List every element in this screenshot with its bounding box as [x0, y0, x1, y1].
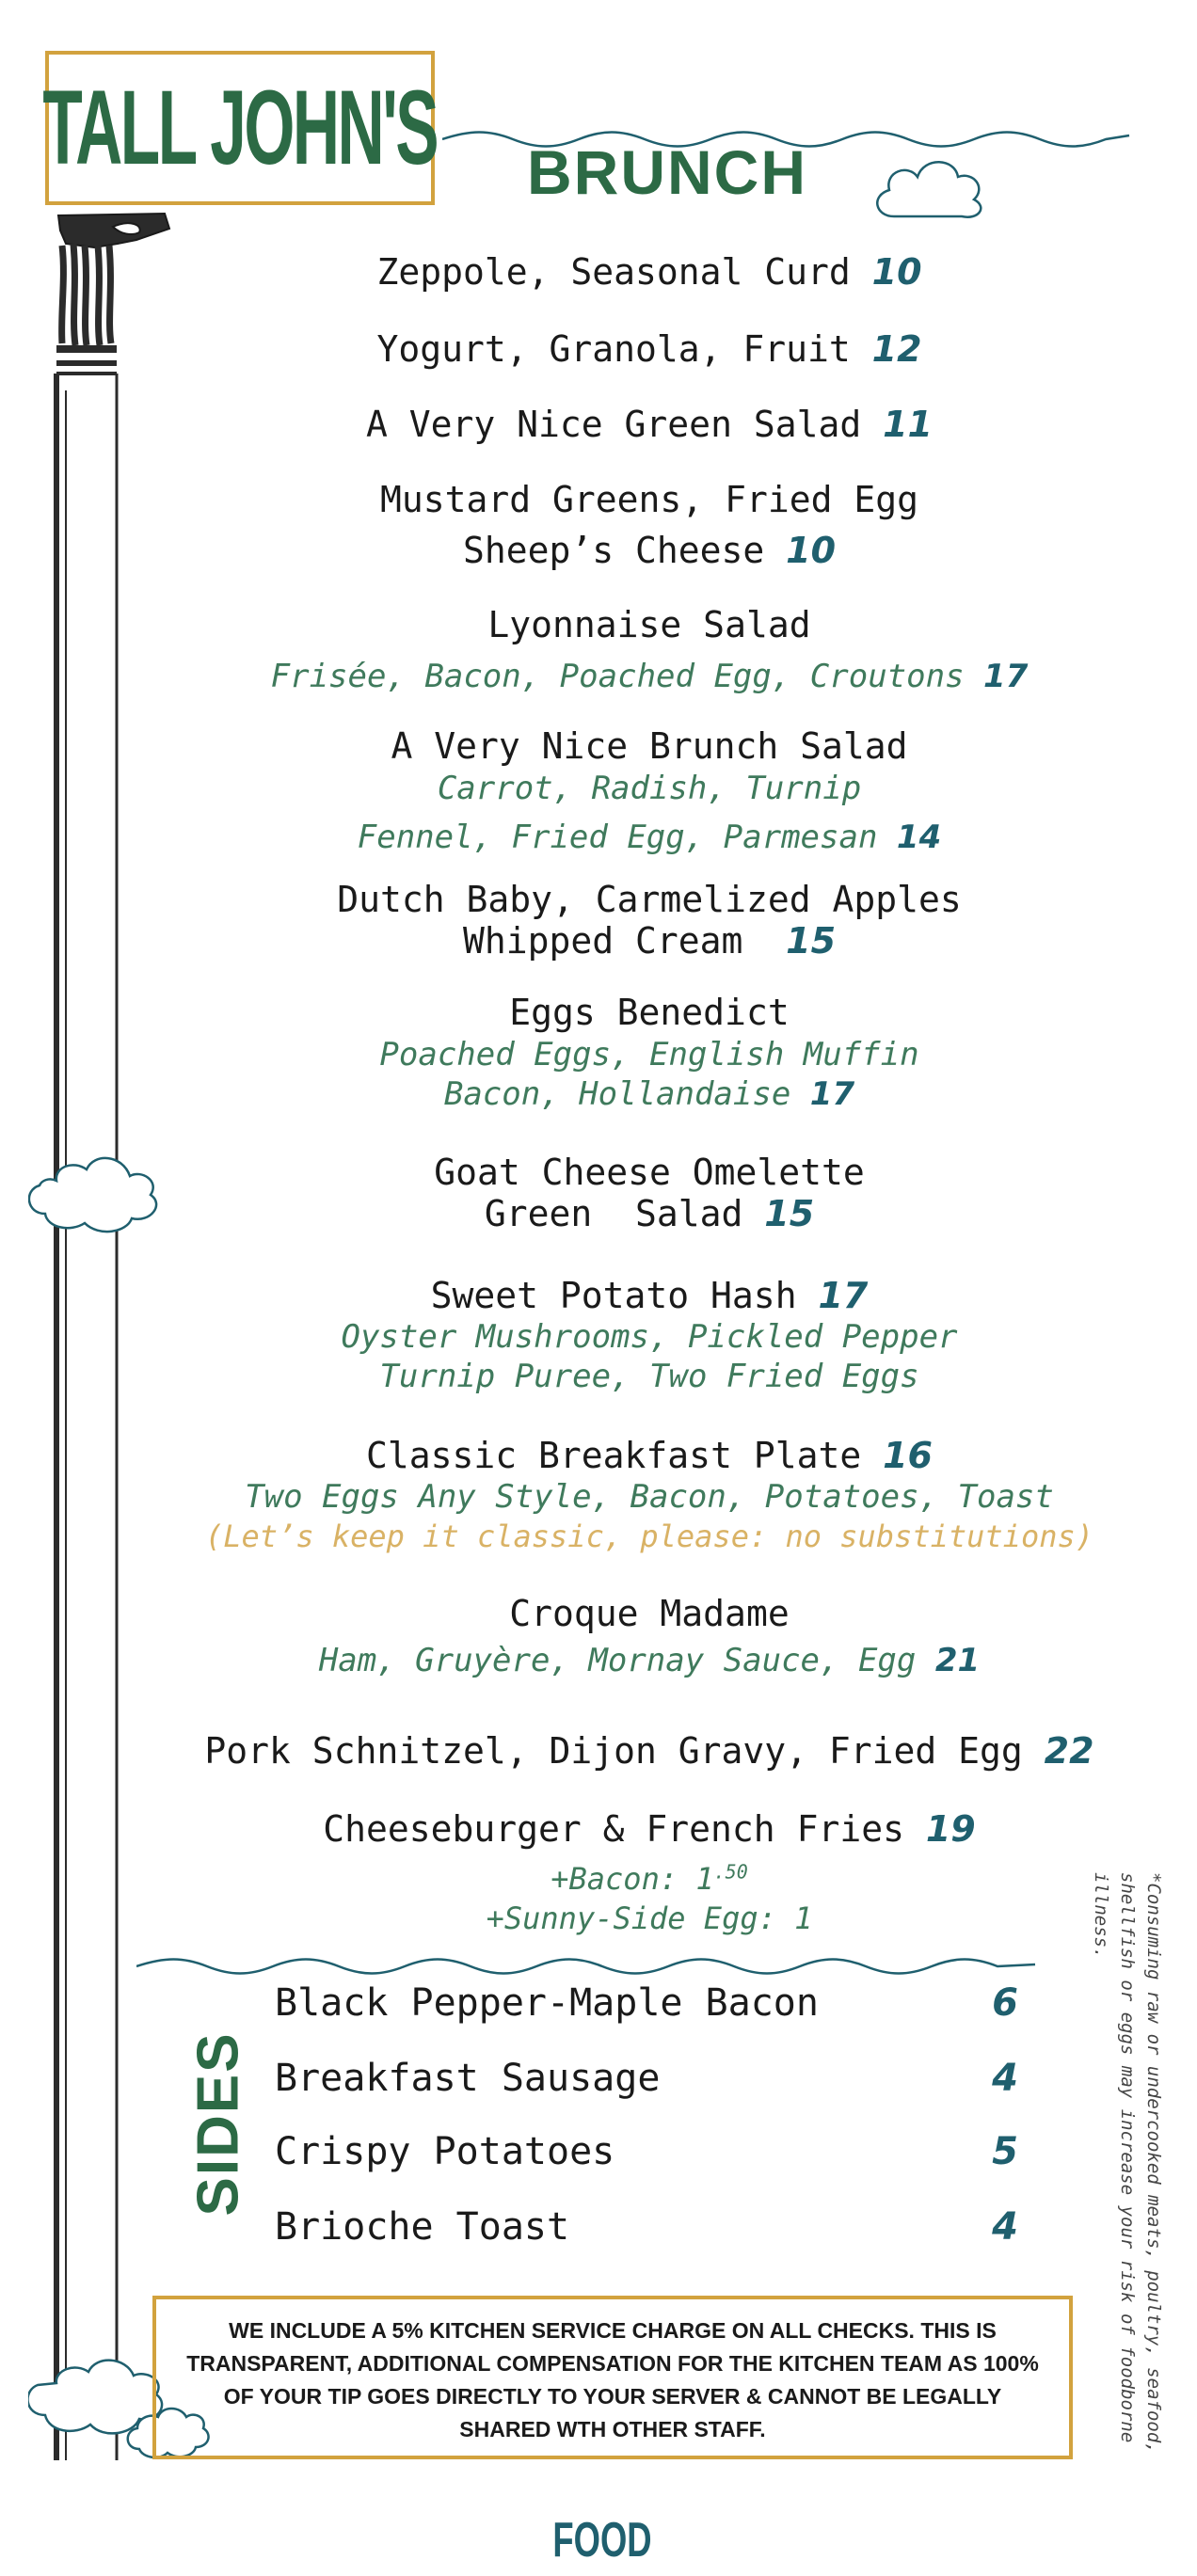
item-description	[141, 1637, 1157, 1684]
side-price: 4	[992, 2205, 1018, 2249]
service-charge-notice: WE INCLUDE A 5% KITCHEN SERVICE CHARGE ON ALL CHECKS. THIS IS TRANSPARENT, ADDITIONAL COMPENSATION FOR THE KITCHEN TEAM AS 100% OF YOUR TIP GOES DIRECTLY TO YOUR SERVER & CANNOT BE LEGALLY SHARED WTH OTHER STAFF.	[152, 2296, 1073, 2459]
item-name: Yogurt, Granola, Fruit	[376, 328, 872, 370]
item-line	[141, 1806, 1157, 1852]
item-line	[141, 1434, 1157, 1477]
item-line	[141, 724, 1157, 768]
item-line	[141, 879, 1157, 920]
item-line	[141, 1725, 1157, 1776]
item-line	[141, 599, 1157, 650]
item-description	[141, 1035, 1157, 1074]
menu-item	[141, 724, 1157, 858]
item-name: Mustard Greens, Fried Egg	[380, 479, 918, 520]
item-price: 14	[896, 819, 942, 856]
menu-item	[141, 399, 1157, 450]
item-price: 22	[1044, 1730, 1094, 1772]
side-item	[275, 2130, 1018, 2173]
food-safety-disclaimer: *Consuming raw or undercooked meats, poultry, seafood, shellfish or eggs may increase your risk of foodborne illness.	[1091, 1872, 1164, 2454]
item-desc-text: Bacon, Hollandaise	[443, 1075, 810, 1113]
item-desc-text: Poached Eggs, English Muffin	[379, 1036, 919, 1073]
logo	[42, 51, 438, 205]
item-price: 17	[809, 1075, 855, 1113]
item-addon-text: +Sunny-Side Egg: 1	[486, 1900, 813, 1936]
item-addon	[141, 1899, 1157, 1938]
item-name: Green Salad	[484, 1193, 765, 1234]
item-desc-text: Two Eggs Any Style, Bacon, Potatoes, Toast	[245, 1478, 1054, 1516]
item-description	[141, 817, 1157, 858]
item-description	[141, 768, 1157, 809]
item-line	[141, 990, 1157, 1035]
side-price: 5	[992, 2130, 1018, 2173]
item-description	[141, 656, 1157, 697]
item-desc-text: Ham, Gruyère, Mornay Sauce, Egg	[318, 1642, 935, 1679]
item-price: 15	[786, 920, 837, 962]
item-desc-text: Carrot, Radish, Turnip	[437, 770, 862, 807]
side-name: Brioche Toast	[275, 2205, 570, 2249]
menu-item	[141, 324, 1157, 374]
side-price: 6	[992, 1981, 1018, 2025]
side-name: Breakfast Sausage	[275, 2057, 661, 2100]
item-name: Cheeseburger & French Fries	[323, 1808, 926, 1850]
item-line	[141, 246, 1157, 297]
item-line	[141, 525, 1157, 576]
item-line	[141, 1274, 1157, 1317]
side-name: Black Pepper-Maple Bacon	[275, 1981, 819, 2025]
item-price: 15	[764, 1193, 815, 1234]
price-cents: .50	[713, 1860, 748, 1883]
side-name: Crispy Potatoes	[275, 2130, 615, 2173]
side-item	[275, 1981, 1018, 2025]
menu-item	[141, 1725, 1157, 1776]
item-line	[141, 1193, 1157, 1234]
item-name: Goat Cheese Omelette	[434, 1152, 865, 1193]
section-title-brunch: BRUNCH	[527, 137, 807, 207]
item-desc-text: Turnip Puree, Two Fried Eggs	[379, 1358, 919, 1395]
item-description	[141, 1477, 1157, 1517]
item-note	[141, 1517, 1157, 1556]
item-description	[141, 1357, 1157, 1396]
item-name: A Very Nice Brunch Salad	[391, 725, 908, 767]
item-note-text: (Let’s keep it classic, please: no substitutions)	[204, 1519, 1093, 1554]
item-addon-text: +Bacon: $1^{.50}$	[551, 1860, 748, 1897]
item-name: Sheep’s Cheese	[462, 530, 787, 571]
item-name: A Very Nice Green Salad	[366, 404, 884, 445]
menu-item	[141, 990, 1157, 1114]
menu-item	[141, 1152, 1157, 1234]
item-name: Classic Breakfast Plate	[366, 1435, 884, 1476]
item-price: 16	[883, 1435, 933, 1476]
item-addon	[141, 1852, 1157, 1899]
item-price: 21	[934, 1642, 981, 1679]
menu-item	[141, 1806, 1157, 1938]
item-price: 19	[925, 1808, 976, 1850]
item-desc-text: Frisée, Bacon, Poached Egg, Croutons	[270, 658, 984, 695]
item-name: Whipped Cream	[462, 920, 787, 962]
item-price: 12	[871, 328, 922, 370]
item-name: Sweet Potato Hash	[430, 1275, 819, 1316]
side-price: 4	[992, 2057, 1018, 2100]
item-line	[141, 324, 1157, 374]
item-price: 10	[786, 530, 837, 571]
side-item	[275, 2205, 1018, 2249]
item-price: 10	[871, 251, 922, 293]
sides-label	[171, 2013, 265, 2230]
item-name: Zeppole, Seasonal Curd	[376, 251, 872, 293]
menu-item	[141, 879, 1157, 962]
item-description	[141, 1074, 1157, 1114]
item-price: 11	[883, 404, 933, 445]
item-name: Pork Schnitzel, Dijon Gravy, Fried Egg	[204, 1730, 1045, 1772]
item-name: Croque Madame	[509, 1593, 790, 1634]
menu-item	[141, 1434, 1157, 1556]
menu-item	[141, 1274, 1157, 1396]
menu-item	[141, 1590, 1157, 1684]
footer-label: FOOD	[552, 2513, 652, 2568]
menu-item	[141, 246, 1157, 297]
item-line	[141, 474, 1157, 525]
item-line	[141, 399, 1157, 450]
sides-label-text: SIDES	[185, 2031, 251, 2217]
item-name: Eggs Benedict	[509, 992, 790, 1033]
item-desc-text: Oyster Mushrooms, Pickled Pepper	[341, 1318, 958, 1356]
logo-text: TALL JOHN'S	[42, 69, 438, 186]
menu-item	[141, 599, 1157, 697]
side-item	[275, 2057, 1018, 2100]
item-description	[141, 1317, 1157, 1357]
item-price: 17	[818, 1275, 869, 1316]
item-desc-text: Fennel, Fried Egg, Parmesan	[357, 819, 897, 856]
item-line	[141, 1590, 1157, 1637]
item-line	[141, 920, 1157, 962]
item-name: Dutch Baby, Carmelized Apples	[337, 879, 962, 920]
menu-item	[141, 474, 1157, 576]
item-price: 17	[983, 658, 1029, 695]
item-line	[141, 1152, 1157, 1193]
item-name: Lyonnaise Salad	[487, 604, 811, 645]
